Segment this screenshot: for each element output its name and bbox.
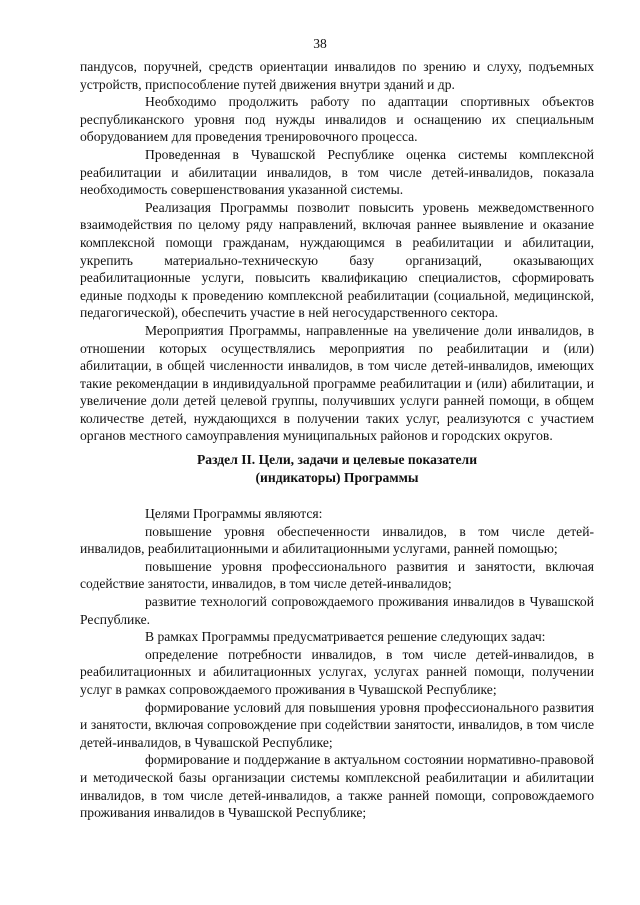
paragraph-goal-1: повышение уровня обеспеченности инвалидов, в том числе детей-инвалидов, реабилитационными и абилитационными услугами, ранней помощью; (80, 523, 594, 557)
paragraph-goal-3: развитие технологий сопровождаемого проживания инвалидов в Чувашской Республике. (80, 594, 594, 627)
paragraph-assessment: Проведенная в Чувашской Республике оценка системы комплексной реабилитации и абилитации инвалидов, в том числе детей-инвалидов, показала необходимость совершенствования указанной системы. (80, 146, 594, 198)
paragraph-continuation: пандусов, поручней, средств ориентации инвалидов по зрению и слуху, подъемных устройств, приспособление путей движения внутри зданий и др. (80, 59, 594, 92)
paragraph-program-measures: Мероприятия Программы, направленные на увеличение доли инвалидов, в отношении которых осуществлялись мероприятия по реабилитации и (или) абилитации, в общей численности инвалидов, в том числе детей-инвалидов, имеющих такие рекомендации в индивидуальной программе реабилитации и (или) абилитации, и увеличение доли детей целевой группы, получивших услуги ранней помощи, в общем количестве детей, нуждающихся в получении таких услуг, реализуются с участием органов местного самоуправления муниципальных районов и городских округов. (80, 322, 594, 444)
body-text (80, 58, 594, 822)
spacer (80, 487, 594, 505)
section-heading-line-2: (индикаторы) Программы (255, 470, 419, 486)
page-number: 38 (313, 36, 327, 51)
paragraph-tasks-intro: В рамках Программы предусматривается решение следующих задач: (145, 629, 546, 645)
section-heading-line-1: Раздел II. Цели, задачи и целевые показатели (196, 452, 478, 468)
paragraph-task-2: формирование условий для повышения уровня профессионального развития и занятости, включая сопровождение при содействии занятости, инвалидов, в том числе детей-инвалидов, в Чувашской Республике; (80, 699, 594, 750)
paragraph-sports-facilities: Необходимо продолжить работу по адаптации спортивных объектов республиканского уровня под нужды инвалидов и оснащению их специальным оборудованием для проведения тренировочного процесса. (80, 94, 594, 145)
paragraph-program-implementation: Реализация Программы позволит повысить уровень межведомственного взаимодействия по целому ряду направлений, включая раннее выявление и оказание комплексной помощи гражданам, нуждающимся в реабилитации и абилитации, укрепить материально-техническую базу организаций, оказывающих реабилитационные услуги, повысить квалификацию специалистов, сформировать единые подходы к проведению комплексной реабилитации (социальной, медицинской, педагогической), обеспечить участие в ней негосударственного сектора. (80, 199, 594, 321)
paragraph-goal-2: повышение уровня профессионального развития и занятости, включая содействие занятости, инвалидов, в том числе детей-инвалидов; (80, 558, 594, 592)
paragraph-task-1: определение потребности инвалидов, в том числе детей-инвалидов, в реабилитационных и абилитационных услугах, услугах ранней помощи, получении услуг в рамках сопровождаемого проживания в Чувашской Республике; (80, 646, 594, 697)
paragraph-goals-intro: Целями Программы являются: (145, 506, 323, 522)
paragraph-task-3: формирование и поддержание в актуальном состоянии нормативно-правовой и методической базы организации системы комплексной реабилитации и абилитации инвалидов, в том числе детей-инвалидов, а также ранней помощи, сопровождаемого проживания инвалидов в Чувашской Республике; (80, 752, 594, 821)
